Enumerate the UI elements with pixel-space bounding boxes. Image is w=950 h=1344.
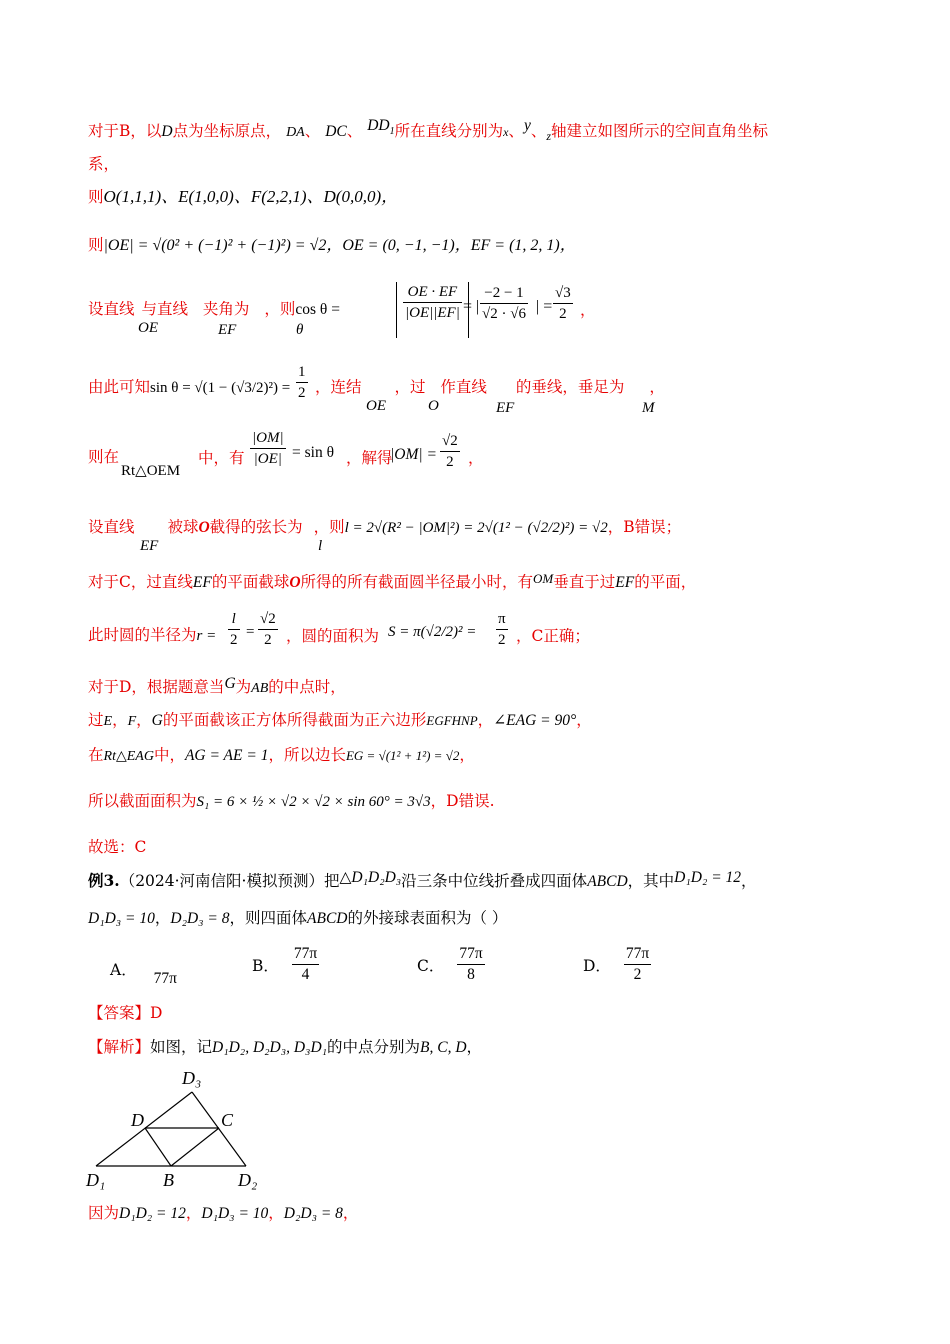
solution-line (88, 1036, 870, 1059)
frac-den: |OE||EF| (405, 305, 460, 321)
om-oe-fraction (250, 428, 286, 469)
text: 与直线 (141, 300, 188, 318)
text: 对于B，以 (88, 122, 162, 140)
option-a[interactable] (110, 958, 177, 987)
om-value-fraction (440, 431, 460, 472)
line-answer-choice (88, 836, 870, 858)
text: （2024·河南信阳·模拟预测）把 (119, 872, 340, 890)
math: ABCD (307, 910, 348, 927)
text: 作直线 (440, 378, 487, 396)
frac-den: 2 (498, 632, 506, 648)
line-b-cont (88, 153, 870, 175)
text: ，圆的面积为 (286, 627, 380, 645)
math: |OM| = (390, 446, 437, 463)
math-theta: θ (296, 322, 304, 338)
text: ， (741, 872, 757, 890)
math: = | (463, 298, 480, 315)
math: D (161, 123, 173, 140)
text: 故选：C (88, 838, 147, 856)
math: G (151, 712, 163, 729)
math: O (198, 519, 210, 536)
text: 如图，记 (150, 1038, 213, 1056)
text: 、 (304, 122, 321, 140)
math: AG = AE = 1 (184, 747, 269, 764)
math: | = (536, 298, 553, 315)
text: 、 (530, 122, 547, 140)
math: = (246, 624, 255, 640)
math: Rt△EAG (103, 749, 154, 764)
option-label: A． (110, 961, 137, 979)
text: ， (185, 1204, 202, 1222)
label-b: B (163, 1170, 174, 1190)
text: 设直线 (88, 518, 135, 536)
math: EGFHNP (426, 713, 478, 728)
frac-den: 8 (467, 966, 475, 983)
text: ， (468, 449, 484, 467)
text: ， (268, 1204, 284, 1222)
math: z (546, 129, 552, 143)
line-edge-length (88, 744, 870, 768)
math-l: l (318, 538, 323, 554)
line-d-intro (88, 676, 870, 700)
triangle-figure (84, 1062, 274, 1192)
sin-result-fraction (296, 362, 308, 403)
answer-label: 【答案】 (88, 1004, 151, 1022)
math: O (289, 574, 301, 591)
line-section-area (88, 790, 870, 813)
math: D₁D₃ = 10 (201, 1205, 269, 1222)
frac-num: −2 − 1 (480, 283, 528, 304)
edge-d2d3 (192, 1092, 246, 1166)
text: 的中点时， (268, 678, 346, 696)
option-b[interactable] (252, 944, 322, 985)
text: ，B错误； (607, 518, 682, 536)
math: △D₁D₂D₃ (339, 869, 402, 886)
r-fraction (228, 609, 240, 650)
line-sin-theta-cont (315, 376, 870, 398)
frac-num: √2 (258, 609, 278, 630)
text: ， (154, 909, 171, 927)
math: y (523, 117, 531, 134)
text: 夹角为 (202, 300, 250, 318)
math-ef: EF (218, 322, 237, 338)
example3-line1 (88, 870, 870, 893)
math: F (127, 714, 137, 729)
text: 的垂线，垂足为 (515, 378, 625, 396)
text: ， (459, 746, 475, 764)
frac-den: 2 (559, 306, 567, 322)
line-c-intro (88, 571, 870, 594)
math: S = π(√2/2)² = (388, 624, 477, 640)
frac-den: 2 (633, 966, 642, 983)
frac-num: √3 (553, 283, 573, 304)
midline-cb (171, 1128, 219, 1166)
frac-num: 1 (296, 362, 308, 383)
text: 设直线 (88, 300, 135, 318)
frac-num: 77π (624, 944, 651, 965)
frac-num: 77π (457, 944, 484, 965)
cos-fraction-abs (396, 282, 469, 338)
text: ，过 (394, 378, 426, 396)
text: 的平面， (634, 573, 697, 591)
line-because (88, 1202, 870, 1225)
option-fraction (457, 944, 484, 985)
text: 的中点分别为 (327, 1038, 421, 1056)
r-value-fraction (258, 609, 278, 650)
math-oe: OE (138, 320, 158, 336)
text: 则 (88, 188, 104, 206)
math-sub: 1 (389, 126, 395, 138)
text: 的平面截球 (211, 573, 290, 591)
line-chord-length (88, 516, 870, 539)
option-value: 77π (153, 970, 177, 987)
math: EF (192, 574, 212, 591)
example3-line2 (88, 907, 870, 930)
text: 所在直线分别为 (394, 122, 504, 140)
midline-db (145, 1128, 171, 1166)
math: cos θ = (295, 301, 340, 318)
text: ， (477, 711, 494, 729)
math: O(1,1,1)、E(1,0,0)、F(2,2,1)、D(0,0,0)， (103, 187, 399, 206)
text: 则在 (88, 448, 120, 466)
text: 截得的弦长为 (209, 518, 303, 536)
math: DA (286, 125, 305, 140)
text: ，则四面体 (229, 909, 308, 927)
math: x (503, 125, 509, 139)
math: |OE| = √(0² + (−1)² + (−1)²) = √2，OE = (0, −1, −1)，EF = (1, 2, 1)， (103, 237, 576, 254)
text: 中， (153, 746, 185, 764)
text: 对于C，过直线 (88, 573, 193, 591)
text: 被球 (167, 518, 199, 536)
math-triangle: Rt△OEM (121, 463, 181, 479)
frac-num: π (496, 609, 508, 630)
text: 因为 (88, 1204, 120, 1222)
text: ，连结 (315, 378, 362, 396)
frac-num: OE · EF (403, 282, 462, 303)
answer-line (88, 1002, 870, 1024)
math: B, C, D (420, 1039, 467, 1056)
frac-den: √2 · √6 (482, 306, 526, 322)
math: sin θ = √(1 − (√3/2)²) = (150, 380, 291, 396)
math: D₂D₃ = 8 (170, 910, 230, 927)
text: 则 (88, 236, 104, 254)
label-d2: D₂ (238, 1170, 258, 1190)
text: 系， (88, 155, 120, 173)
text: 由此可知 (88, 378, 151, 396)
cos-fraction (403, 282, 462, 323)
text: 为 (235, 678, 252, 696)
label-d: D (131, 1110, 144, 1130)
text: 中，有 (198, 449, 245, 467)
math: D₁D₃ = 10 (88, 910, 155, 927)
text: ，解得 (346, 449, 393, 467)
math: ABCD (587, 873, 628, 890)
label-c: C (221, 1110, 234, 1130)
text: ， (580, 301, 596, 319)
solution-label: 【解析】 (88, 1038, 151, 1056)
frac-num: 77π (292, 944, 319, 965)
frac-num: |OM| (250, 428, 286, 449)
math (367, 117, 395, 138)
text: 的外接球表面积为（ ） (347, 909, 508, 927)
math-m: M (642, 400, 655, 416)
math-o: O (428, 398, 439, 414)
label-d1: D₁ (86, 1170, 106, 1190)
math: D₁D₂, D₂D₃, D₃D₁ (212, 1039, 328, 1056)
text: 沿三条中位线折叠成四面体 (401, 872, 588, 890)
frac-den: 2 (446, 454, 454, 470)
text: ， (136, 711, 152, 729)
math: OM (533, 571, 554, 586)
area-fraction (496, 609, 508, 650)
math-ef: EF (140, 538, 159, 554)
text: ，D错误. (430, 792, 495, 810)
label-d3: D₃ (182, 1068, 202, 1088)
math: AB (251, 681, 269, 696)
text: ，其中 (627, 872, 675, 890)
math: E (103, 714, 113, 729)
math-ef: EF (496, 400, 515, 416)
text: ， (112, 711, 128, 729)
math: l = 2√(R² − |OM|²) = 2√(1² − (√2/2)²) = √2 (344, 520, 608, 536)
text: 点为坐标原点， (172, 122, 282, 140)
text: 所以截面面积为 (88, 792, 197, 810)
frac-den: 2 (230, 632, 238, 648)
text: ， (342, 1204, 359, 1222)
math: D₂D₃ = 8 (283, 1205, 343, 1222)
text: ， (649, 378, 665, 396)
option-fraction (624, 944, 651, 985)
option-label: B． (252, 956, 279, 975)
math: G (224, 675, 236, 692)
math: ∠EAG = 90° (493, 712, 577, 729)
line-circle-area (88, 624, 870, 647)
text: 在 (88, 746, 104, 764)
math: DC (325, 123, 347, 140)
text: ，则 (264, 300, 296, 318)
option-fraction (292, 944, 319, 985)
frac-num: √2 (440, 431, 460, 452)
text: ，则 (313, 518, 345, 536)
edge-d1d3 (96, 1092, 192, 1166)
cos-result-fraction (553, 283, 573, 324)
text: 、 (508, 122, 524, 140)
text: ， (466, 1038, 483, 1056)
text: ，C正确； (516, 627, 590, 645)
frac-den: 2 (264, 632, 272, 648)
text: 垂直于过 (553, 573, 616, 591)
math: EF (615, 574, 635, 591)
math: EG = √(1² + 1²) = √2 (345, 748, 460, 763)
math: S₁ = 6 × ½ × √2 × √2 × sin 60° = 3√3 (196, 794, 431, 810)
cos-value-fraction (480, 283, 528, 324)
frac-den: 4 (301, 966, 310, 983)
text: ， (576, 711, 592, 729)
line-coords (88, 186, 870, 208)
text: 所得的所有截面圆半径最小时，有 (300, 573, 534, 591)
math: D₁D₂ = 12 (674, 869, 742, 886)
frac-num: l (228, 609, 240, 630)
answer-value: D (150, 1004, 163, 1022)
text: 轴建立如图所示的空间直角坐标 (551, 122, 769, 140)
math-oe: OE (366, 398, 386, 414)
text: ，所以边长 (268, 746, 346, 764)
line-hexagon (88, 709, 870, 733)
math: = sin θ (292, 444, 335, 461)
frac-den: |OE| (253, 451, 282, 467)
text: 过 (88, 711, 104, 729)
option-label: C． (417, 956, 445, 975)
option-label: D． (583, 956, 611, 975)
text: 、 (346, 122, 363, 140)
example-label: 例3. (88, 871, 120, 890)
math: r = (196, 628, 217, 644)
frac-den: 2 (298, 385, 306, 401)
math-dd: DD (367, 117, 390, 134)
line-oe-length (88, 234, 870, 257)
option-d[interactable] (583, 944, 654, 985)
math: D₁D₂ = 12 (119, 1205, 186, 1222)
option-c[interactable] (417, 944, 488, 985)
text: 对于D，根据题意当 (88, 678, 225, 696)
text: 的平面截该正方体所得截面为正六边形 (162, 711, 427, 729)
line-b-intro (88, 117, 870, 149)
text: 此时圆的半径为 (88, 626, 197, 644)
